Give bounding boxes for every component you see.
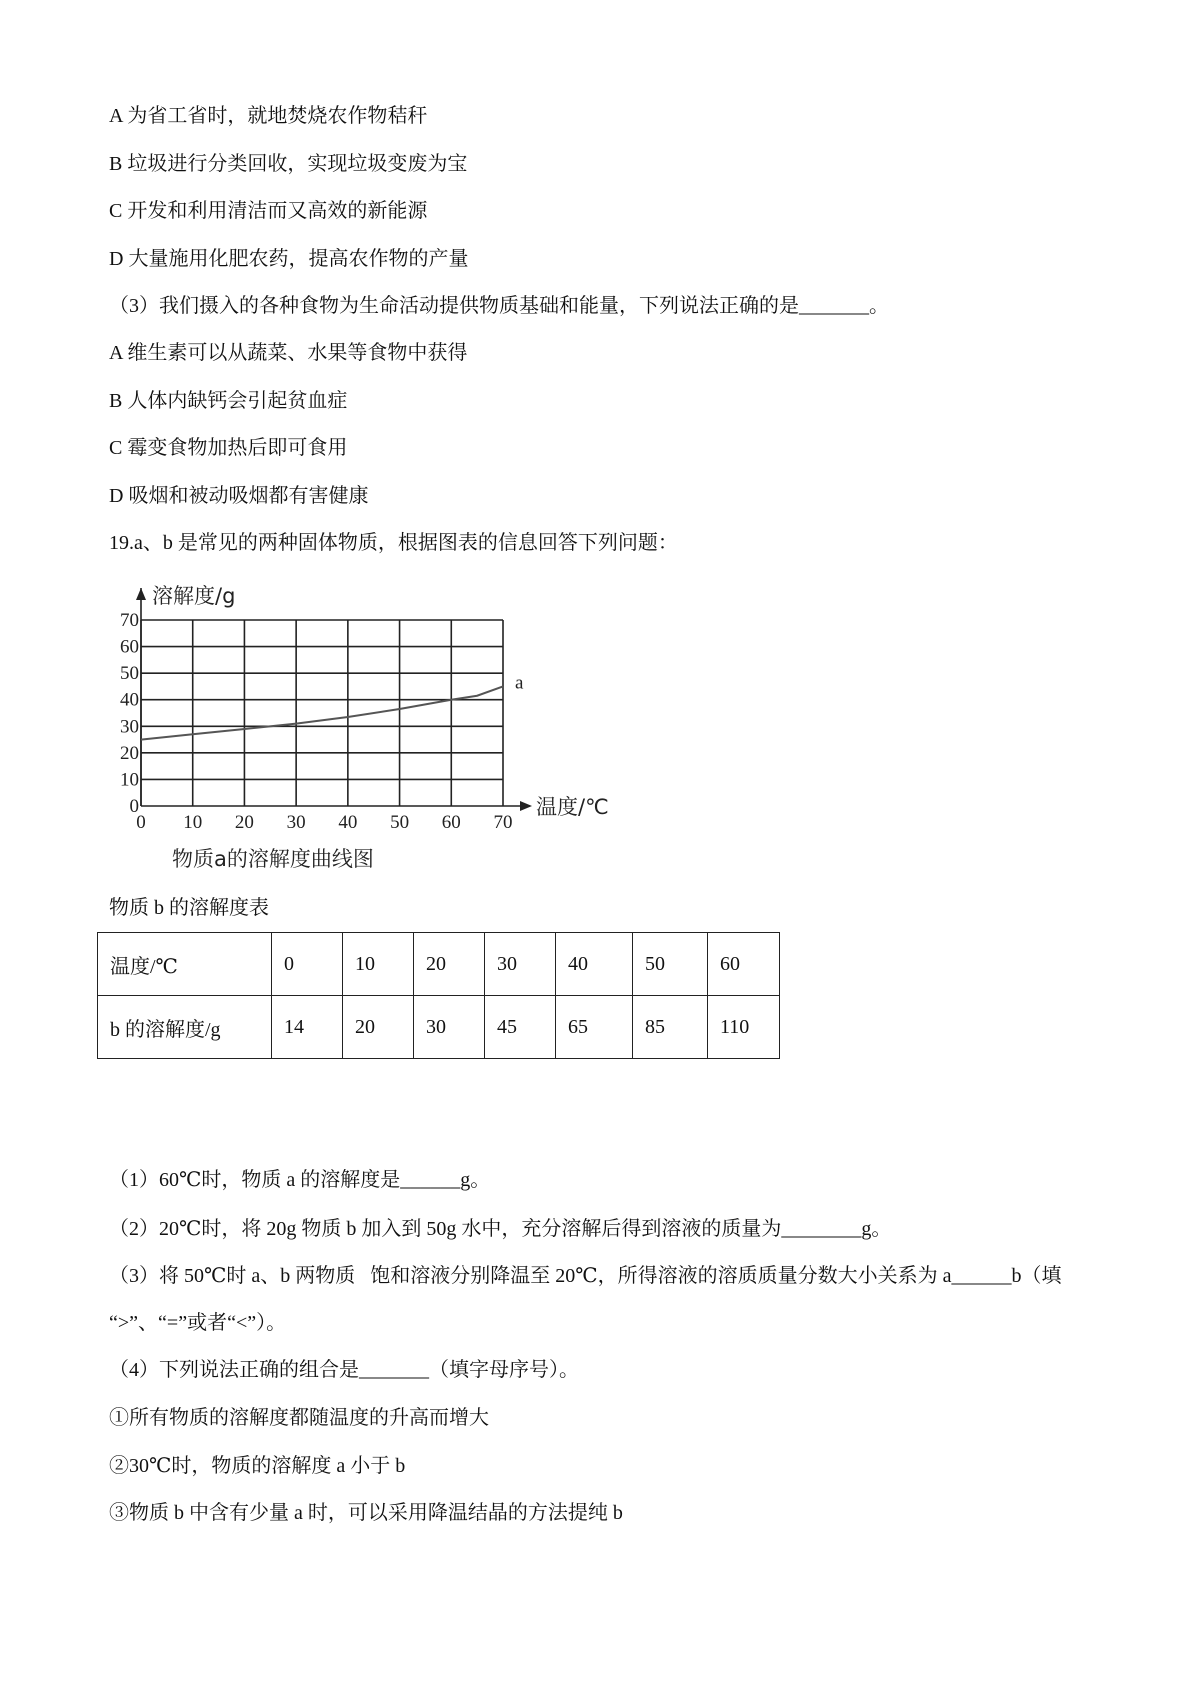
x-tick-label: 60 xyxy=(441,812,461,833)
x-tick-label: 10 xyxy=(183,812,203,833)
y-axis-label: 溶解度/g xyxy=(152,584,236,608)
x-tick-label: 20 xyxy=(234,812,254,833)
table-cell: 10 xyxy=(343,933,414,996)
table-cell: 50 xyxy=(633,933,708,996)
table-cell: 20 xyxy=(414,933,485,996)
table-row xyxy=(98,996,780,1059)
text-line: D 大量施用化肥农药，提高农作物的产量 xyxy=(109,248,469,270)
x-tick-label: 70 xyxy=(493,812,513,833)
text-line: “>”、“=”或者“<”）。 xyxy=(109,1312,287,1334)
text-line: C 开发和利用清洁而又高效的新能源 xyxy=(109,200,428,222)
text-line: ①所有物质的溶解度都随温度的升高而增大 xyxy=(109,1407,489,1429)
text-line: C 霉变食物加热后即可食用 xyxy=(109,437,348,459)
text-line: （1）60℃时，物质 a 的溶解度是______g。 xyxy=(109,1169,491,1191)
series-label: a xyxy=(515,672,524,694)
y-tick-label: 70 xyxy=(120,610,139,631)
table-cell: 85 xyxy=(633,996,708,1059)
y-axis-arrow-icon xyxy=(136,588,146,600)
table-caption: 物质 b 的溶解度表 xyxy=(109,897,269,919)
table-cell: 40 xyxy=(556,933,633,996)
text-line: D 吸烟和被动吸烟都有害健康 xyxy=(109,485,369,507)
x-axis-arrow-icon xyxy=(520,801,532,811)
y-tick-label: 60 xyxy=(120,636,139,658)
x-tick-label: 40 xyxy=(338,812,358,833)
y-tick-label: 10 xyxy=(120,769,139,791)
table-cell: 20 xyxy=(343,996,414,1059)
x-tick-label: 50 xyxy=(390,812,410,833)
text-line: （2）20℃时，将 20g 物质 b 加入到 50g 水中，充分溶解后得到溶液的质量为________g。 xyxy=(109,1218,892,1240)
series-line-a xyxy=(141,686,503,739)
text-line: B 垃圾进行分类回收，实现垃圾变废为宝 xyxy=(109,153,468,175)
table-cell: 110 xyxy=(708,996,780,1059)
x-axis-label: 温度/℃ xyxy=(536,795,609,819)
solubility-table-b xyxy=(97,932,780,1059)
table-cell: 30 xyxy=(414,996,485,1059)
y-tick-label: 40 xyxy=(120,689,139,711)
x-tick-label: 0 xyxy=(136,812,146,833)
text-line: A 为省工省时，就地焚烧农作物秸秆 xyxy=(109,105,428,127)
table-cell: 65 xyxy=(556,996,633,1059)
y-tick-label: 0 xyxy=(129,796,139,817)
table-cell: 60 xyxy=(708,933,780,996)
y-tick-label: 30 xyxy=(120,716,139,738)
text-line: 19.a、b 是常见的两种固体物质，根据图表的信息回答下列问题： xyxy=(109,532,678,554)
chart-title: 物质a的溶解度曲线图 xyxy=(172,847,374,871)
table-row xyxy=(98,933,780,996)
text-line: ②30℃时，物质的溶解度 a 小于 b xyxy=(109,1455,406,1477)
text-line: ③物质 b 中含有少量 a 时，可以采用降温结晶的方法提纯 b xyxy=(109,1502,623,1524)
solubility-chart xyxy=(90,570,650,880)
table-cell: 温度/℃ xyxy=(98,933,272,996)
text-line: （3）我们摄入的各种食物为生命活动提供物质基础和能量，下列说法正确的是_______。 xyxy=(109,295,889,317)
y-tick-label: 20 xyxy=(120,742,139,764)
table-cell: 0 xyxy=(272,933,343,996)
text-line: （3）将 50℃时 a、b 两物质 饱和溶液分别降温至 20℃，所得溶液的溶质质量分数大小关系为 a______b（填 xyxy=(109,1265,1062,1287)
table-cell: 30 xyxy=(485,933,556,996)
x-tick-label: 30 xyxy=(286,812,306,833)
table-cell: 45 xyxy=(485,996,556,1059)
table-cell: b 的溶解度/g xyxy=(98,996,272,1059)
table-cell: 14 xyxy=(272,996,343,1059)
y-tick-label: 50 xyxy=(120,663,139,685)
text-line: A 维生素可以从蔬菜、水果等食物中获得 xyxy=(109,342,468,364)
text-line: （4）下列说法正确的组合是_______（填字母序号）。 xyxy=(109,1359,579,1381)
text-line: B 人体内缺钙会引起贫血症 xyxy=(109,390,348,412)
